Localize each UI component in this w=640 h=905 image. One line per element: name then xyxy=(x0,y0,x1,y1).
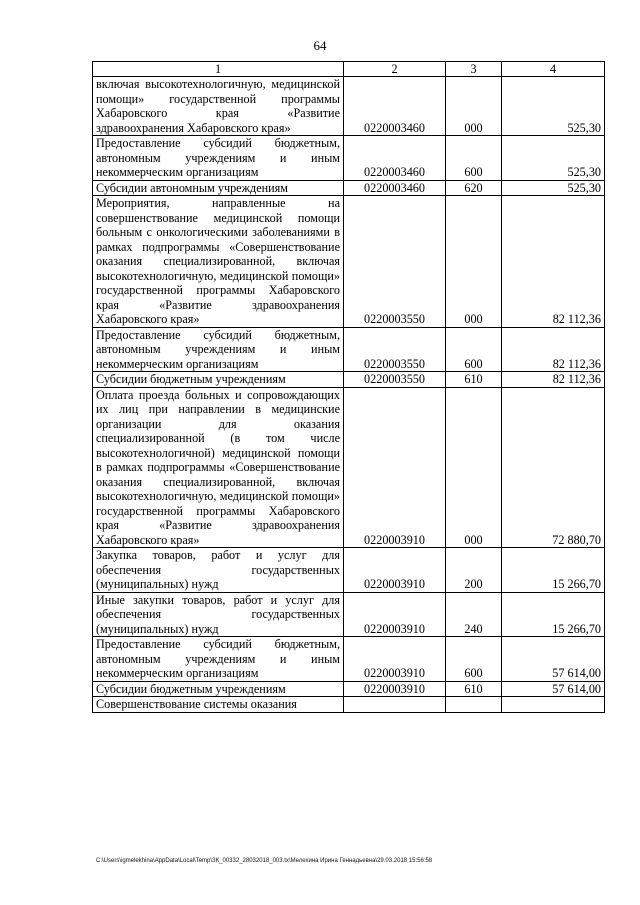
row-expense-type: 000 xyxy=(446,77,502,136)
row-description: Субсидии автономным учреждениям xyxy=(93,180,344,196)
table-header-row xyxy=(93,62,605,77)
row-target-code: 0220003460 xyxy=(344,180,446,196)
page-number: 64 xyxy=(313,38,327,53)
table-row xyxy=(93,180,605,196)
row-description: Закупка товаров, работ и услуг для обеспечения государственных (муниципальных) нужд xyxy=(93,548,344,593)
row-target-code: 0220003910 xyxy=(344,637,446,682)
row-target-code: 0220003550 xyxy=(344,196,446,328)
row-description: включая высокотехнологичную, медицинской помощи» государственной программы Хабаровского края «Развитие здравоохранения Хабаровского края» xyxy=(93,77,344,136)
row-description: Совершенствование системы оказания xyxy=(93,697,344,713)
row-amount: 82 112,36 xyxy=(502,372,605,388)
row-amount: 525,30 xyxy=(502,136,605,181)
row-target-code: 0220003550 xyxy=(344,327,446,372)
row-target-code: 0220003550 xyxy=(344,372,446,388)
header-col-3: 3 xyxy=(446,62,502,77)
header-col-1: 1 xyxy=(93,62,344,77)
row-expense-type: 610 xyxy=(446,681,502,697)
row-description: Оплата проезда больных и сопровождающих их лиц при направлении в медицинские организации для оказания специализированной (в том числе высокотехнологичной) медицинской помощи в рамках подпрограммы «Совершенствование оказания специализированной, включая высокотехнологичную, медицинской помощи» государственной программы Хабаровского края «Развитие здравоохранения Хабаровского края» xyxy=(93,387,344,548)
table-row xyxy=(93,372,605,388)
row-expense-type: 200 xyxy=(446,548,502,593)
row-target-code: 0220003910 xyxy=(344,592,446,637)
row-expense-type: 600 xyxy=(446,136,502,181)
row-expense-type: 610 xyxy=(446,372,502,388)
row-expense-type: 240 xyxy=(446,592,502,637)
row-amount: 57 614,00 xyxy=(502,637,605,682)
file-path-footer: C:\Users\igmelekhina\AppData\Local\Temp\ЗК_00332_28032018_003.tx\Мелехина Ирина Геннадьевна\29.03.2018 15:56:58 xyxy=(96,858,433,864)
table-row xyxy=(93,548,605,593)
row-description: Субсидии бюджетным учреждениям xyxy=(93,681,344,697)
row-amount: 82 112,36 xyxy=(502,327,605,372)
row-amount: 57 614,00 xyxy=(502,681,605,697)
table-row xyxy=(93,77,605,136)
row-target-code: 0220003910 xyxy=(344,387,446,548)
row-expense-type: 600 xyxy=(446,327,502,372)
row-target-code: 0220003460 xyxy=(344,136,446,181)
row-expense-type: 600 xyxy=(446,637,502,682)
row-description: Предоставление субсидий бюджетным, автономным учреждениям и иным некоммерческим организациям xyxy=(93,327,344,372)
row-amount xyxy=(502,697,605,713)
row-amount: 525,30 xyxy=(502,77,605,136)
row-amount: 525,30 xyxy=(502,180,605,196)
budget-table xyxy=(92,61,605,713)
table-row xyxy=(93,697,605,713)
row-amount: 15 266,70 xyxy=(502,548,605,593)
row-amount: 15 266,70 xyxy=(502,592,605,637)
row-amount: 82 112,36 xyxy=(502,196,605,328)
row-description: Иные закупки товаров, работ и услуг для обеспечения государственных (муниципальных) нужд xyxy=(93,592,344,637)
table-row xyxy=(93,387,605,548)
header-col-2: 2 xyxy=(344,62,446,77)
row-target-code: 0220003910 xyxy=(344,548,446,593)
table-row xyxy=(93,327,605,372)
table-row xyxy=(93,592,605,637)
row-description: Мероприятия, направленные на совершенствование медицинской помощи больным с онкологическими заболеваниями в рамках подпрограммы «Совершенствование оказания специализированной, включая высокотехнологичную, медицинской помощи» государственной программы Хабаровского края «Развитие здравоохранения Хабаровского края» xyxy=(93,196,344,328)
header-col-4: 4 xyxy=(502,62,605,77)
row-description: Предоставление субсидий бюджетным, автономным учреждениям и иным некоммерческим организациям xyxy=(93,136,344,181)
row-expense-type: 000 xyxy=(446,387,502,548)
row-target-code: 0220003910 xyxy=(344,681,446,697)
table-row xyxy=(93,681,605,697)
row-amount: 72 880,70 xyxy=(502,387,605,548)
row-target-code xyxy=(344,697,446,713)
row-expense-type xyxy=(446,697,502,713)
row-description: Предоставление субсидий бюджетным, автономным учреждениям и иным некоммерческим организациям xyxy=(93,637,344,682)
row-target-code: 0220003460 xyxy=(344,77,446,136)
table-row xyxy=(93,637,605,682)
row-expense-type: 620 xyxy=(446,180,502,196)
table-row xyxy=(93,136,605,181)
row-description: Субсидии бюджетным учреждениям xyxy=(93,372,344,388)
table-row xyxy=(93,196,605,328)
row-expense-type: 000 xyxy=(446,196,502,328)
